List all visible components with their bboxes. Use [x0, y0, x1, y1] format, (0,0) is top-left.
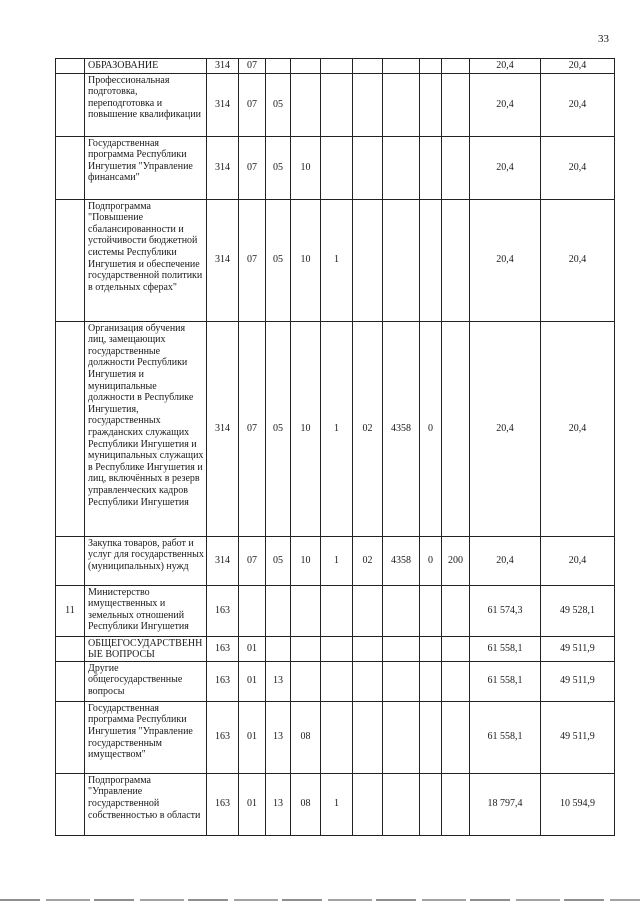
code-direction [383, 199, 420, 321]
table-row [56, 773, 615, 835]
table-row [56, 321, 615, 536]
code-expense-type [442, 773, 470, 835]
code-ministry: 314 [207, 73, 239, 136]
code-subprogram [321, 73, 353, 136]
code-activity [353, 585, 383, 636]
code-ministry: 314 [207, 59, 239, 74]
code-activity [353, 199, 383, 321]
code-activity [353, 636, 383, 661]
row-name: Государственная программа Республики Ингушетия "Управление финансами" [85, 136, 207, 199]
table-row [56, 73, 615, 136]
code-activity: 02 [353, 536, 383, 585]
code-subsection [266, 636, 291, 661]
amount-year-2: 20,4 [541, 536, 615, 585]
code-expense-type [442, 585, 470, 636]
table-row [56, 661, 615, 701]
code-expense-type [442, 636, 470, 661]
code-expense-type [442, 661, 470, 701]
code-direction [383, 661, 420, 701]
code-extra [420, 59, 442, 74]
amount-year-1: 20,4 [470, 59, 541, 74]
code-subprogram: 1 [321, 199, 353, 321]
code-subprogram [321, 136, 353, 199]
code-expense-type [442, 701, 470, 773]
code-subprogram [321, 59, 353, 74]
table-row [56, 136, 615, 199]
amount-year-1: 61 558,1 [470, 701, 541, 773]
code-program: 08 [291, 701, 321, 773]
code-section: 07 [239, 136, 266, 199]
code-activity [353, 59, 383, 74]
code-extra [420, 701, 442, 773]
code-program: 10 [291, 536, 321, 585]
amount-year-2: 49 528,1 [541, 585, 615, 636]
code-program [291, 636, 321, 661]
amount-year-1: 20,4 [470, 136, 541, 199]
code-extra [420, 661, 442, 701]
code-section: 01 [239, 701, 266, 773]
row-number: 11 [56, 585, 85, 636]
code-subprogram [321, 636, 353, 661]
amount-year-2: 20,4 [541, 136, 615, 199]
code-subsection [266, 59, 291, 74]
code-expense-type: 200 [442, 536, 470, 585]
amount-year-2: 49 511,9 [541, 636, 615, 661]
code-subprogram: 1 [321, 773, 353, 835]
amount-year-1: 20,4 [470, 199, 541, 321]
code-extra [420, 73, 442, 136]
code-section: 07 [239, 73, 266, 136]
code-section: 01 [239, 636, 266, 661]
code-expense-type [442, 321, 470, 536]
code-subsection: 05 [266, 73, 291, 136]
amount-year-2: 20,4 [541, 73, 615, 136]
code-direction [383, 59, 420, 74]
row-name: Министерство имущественных и земельных отношений Республики Ингушетия [85, 585, 207, 636]
code-expense-type [442, 136, 470, 199]
code-direction: 4358 [383, 321, 420, 536]
code-extra: 0 [420, 536, 442, 585]
code-ministry: 314 [207, 136, 239, 199]
code-section: 07 [239, 321, 266, 536]
code-subsection: 13 [266, 661, 291, 701]
row-name: Профессиональная подготовка, переподготовка и повышение квалификации [85, 73, 207, 136]
code-extra [420, 136, 442, 199]
code-section: 07 [239, 199, 266, 321]
row-name: ОБРАЗОВАНИЕ [85, 59, 207, 74]
row-name: Другие общегосударственные вопросы [85, 661, 207, 701]
code-program: 10 [291, 136, 321, 199]
code-ministry: 163 [207, 661, 239, 701]
code-subsection [266, 585, 291, 636]
amount-year-2: 10 594,9 [541, 773, 615, 835]
code-direction [383, 73, 420, 136]
amount-year-1: 61 574,3 [470, 585, 541, 636]
row-number [56, 636, 85, 661]
amount-year-2: 20,4 [541, 321, 615, 536]
code-direction [383, 636, 420, 661]
code-subprogram [321, 701, 353, 773]
code-ministry: 163 [207, 585, 239, 636]
table-row [56, 59, 615, 74]
code-ministry: 163 [207, 701, 239, 773]
code-program: 10 [291, 321, 321, 536]
amount-year-1: 61 558,1 [470, 636, 541, 661]
code-extra [420, 636, 442, 661]
scan-edge-line [0, 899, 640, 901]
code-ministry: 314 [207, 321, 239, 536]
row-name: Закупка товаров, работ и услуг для государственных (муниципальных) нужд [85, 536, 207, 585]
code-program: 08 [291, 773, 321, 835]
code-subsection: 05 [266, 536, 291, 585]
amount-year-2: 20,4 [541, 199, 615, 321]
row-number [56, 59, 85, 74]
code-subprogram: 1 [321, 321, 353, 536]
code-direction [383, 773, 420, 835]
row-number [56, 321, 85, 536]
table-row [56, 636, 615, 661]
code-ministry: 314 [207, 536, 239, 585]
code-section: 01 [239, 773, 266, 835]
code-direction [383, 585, 420, 636]
code-program [291, 59, 321, 74]
amount-year-1: 18 797,4 [470, 773, 541, 835]
row-name: Государственная программа Республики Ингушетия "Управление государственным имуществом" [85, 701, 207, 773]
amount-year-1: 20,4 [470, 73, 541, 136]
code-direction [383, 701, 420, 773]
code-expense-type [442, 59, 470, 74]
row-number [56, 661, 85, 701]
code-activity: 02 [353, 321, 383, 536]
row-number [56, 701, 85, 773]
code-expense-type [442, 73, 470, 136]
code-direction: 4358 [383, 536, 420, 585]
code-activity [353, 73, 383, 136]
code-subprogram: 1 [321, 536, 353, 585]
code-subsection: 13 [266, 701, 291, 773]
code-program [291, 661, 321, 701]
code-section: 07 [239, 536, 266, 585]
code-extra: 0 [420, 321, 442, 536]
code-subprogram [321, 585, 353, 636]
code-extra [420, 199, 442, 321]
row-name: ОБЩЕГОСУДАРСТВЕННЫЕ ВОПРОСЫ [85, 636, 207, 661]
code-activity [353, 773, 383, 835]
code-expense-type [442, 199, 470, 321]
code-section [239, 585, 266, 636]
row-number [56, 536, 85, 585]
code-ministry: 163 [207, 773, 239, 835]
amount-year-2: 49 511,9 [541, 661, 615, 701]
code-program: 10 [291, 199, 321, 321]
code-extra [420, 585, 442, 636]
row-name: Подпрограмма "Управление государственной собственностью в области [85, 773, 207, 835]
code-direction [383, 136, 420, 199]
page-number: 33 [598, 33, 609, 45]
row-number [56, 73, 85, 136]
row-number [56, 773, 85, 835]
code-ministry: 314 [207, 199, 239, 321]
row-name: Организация обучения лиц, замещающих государственные должности Республики Ингушетия и муниципальные должности в Республике Ингушетия, государственных гражданских служащих Республики Ингушетия и муниципальных служащих в Республике Ингушетия и лиц, включённых в резерв управленческих кадров Республики Ингушетия [85, 321, 207, 536]
code-program [291, 73, 321, 136]
table-row [56, 536, 615, 585]
budget-table [55, 58, 615, 836]
row-number [56, 136, 85, 199]
table-row [56, 585, 615, 636]
code-subsection: 05 [266, 136, 291, 199]
code-subsection: 13 [266, 773, 291, 835]
code-program [291, 585, 321, 636]
amount-year-1: 20,4 [470, 536, 541, 585]
code-activity [353, 661, 383, 701]
amount-year-1: 61 558,1 [470, 661, 541, 701]
code-section: 07 [239, 59, 266, 74]
code-activity [353, 136, 383, 199]
amount-year-1: 20,4 [470, 321, 541, 536]
row-name: Подпрограмма "Повышение сбалансированности и устойчивости бюджетной системы Республики Ингушетия и обеспечение государственной политики в отдельных сферах" [85, 199, 207, 321]
code-subsection: 05 [266, 321, 291, 536]
amount-year-2: 49 511,9 [541, 701, 615, 773]
table-row [56, 701, 615, 773]
code-ministry: 163 [207, 636, 239, 661]
row-number [56, 199, 85, 321]
table-row [56, 199, 615, 321]
code-subprogram [321, 661, 353, 701]
code-extra [420, 773, 442, 835]
code-subsection: 05 [266, 199, 291, 321]
code-activity [353, 701, 383, 773]
amount-year-2: 20,4 [541, 59, 615, 74]
code-section: 01 [239, 661, 266, 701]
